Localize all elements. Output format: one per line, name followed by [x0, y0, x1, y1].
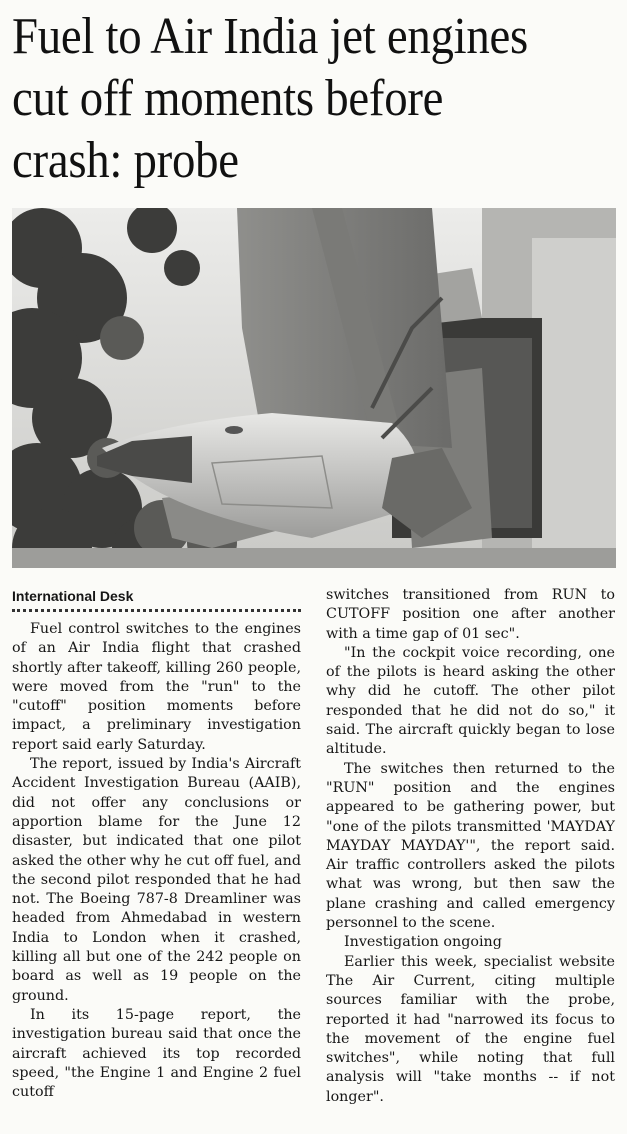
paragraph: The switches then returned to the "RUN" position and the engines appeared to be gathering power, but "one of the pilots transmitted 'MAYDAY MAYDAY MAYDAY'", the report said. Air traffic controllers asked the pilots what was wrong, but then saw the plane crashing and called emergency personnel to the scene. — [326, 760, 615, 932]
paragraph: The report, issued by India's Aircraft Accident Investigation Bureau (AAIB), did not offer any conclusions or apportion blame for the June 12 disaster, but indicated that one pilot asked the other why he cut off fuel, and the second pilot responded that he had not. The Boeing 787-8 Dreamliner was headed from Ahmedabad in western India to London when it crashed, killing all but one of the 242 people on board as well as 19 people on the ground. — [12, 756, 301, 1004]
article-headline: Fuel to Air India jet engines cut off moments before crash: probe — [12, 8, 528, 189]
article-column-right — [326, 586, 615, 1107]
aircraft-tail-image — [12, 208, 616, 568]
paragraph: "In the cockpit voice recording, one of the pilots is heard asking the other why did he cutoff. The other pilot responded that he did not do so," it said. The aircraft quickly began to lose altitude. — [326, 644, 615, 758]
paragraph: switches transitioned from RUN to CUTOFF position one after another with a time gap of 01 sec". — [326, 587, 615, 642]
subheading: Investigation ongoing — [344, 934, 502, 951]
byline-divider — [12, 609, 301, 612]
paragraph: Earlier this week, specialist website The Air Current, citing multiple sources familiar with the probe, reported it had "narrowed its focus to the movement of the engine fuel switches", while noting that full analysis will "take months -- if not longer". — [326, 953, 615, 1105]
crash-photo — [12, 208, 616, 568]
paragraph: Fuel control switches to the engines of an Air India flight that crashed shortly after takeoff, killing 260 people, were moved from the "run" to the "cutoff" position moments before impact, a preliminary investigation report said early Saturday. — [12, 621, 301, 753]
article-column-left — [12, 586, 301, 1102]
paragraph: In its 15-page report, the investigation bureau said that once the aircraft achieved its top recorded speed, "the Engine 1 and Engine 2 fuel cutoff — [12, 1006, 301, 1101]
byline: International Desk — [12, 588, 134, 604]
